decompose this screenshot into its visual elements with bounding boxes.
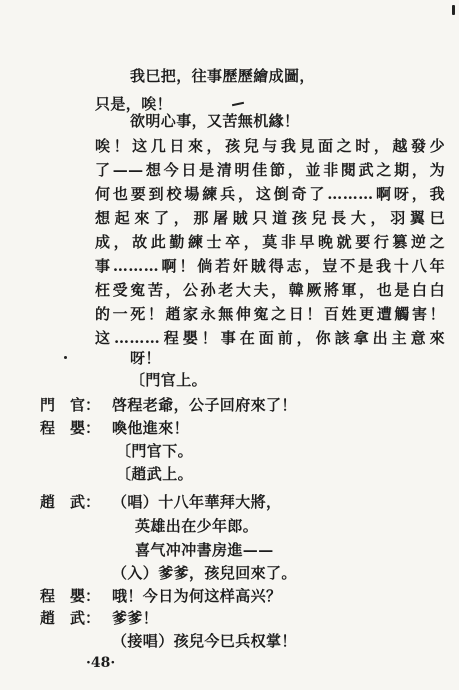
stage-direction-3: 〔趙武上。 (116, 465, 194, 483)
dialogue-men-guan: 啓程老爺，公子回府來了！ (112, 396, 297, 414)
stage-direction-1: 〔門官上。 (130, 371, 208, 389)
speaker-label-zhao-wu-2: 趙 武： (40, 609, 101, 627)
dialogue-cheng-ying: 喚他進來！ (112, 419, 190, 437)
speech-line-6: 事………啊！倘若奸賊得志，豈不是我十八年 (95, 257, 445, 275)
speaker-label-cheng-ying-2: 程 嬰： (40, 587, 101, 605)
song-line-1: （唱）十八年華拜大將， (112, 493, 282, 511)
speaker-label-men-guan: 門 官： (40, 396, 101, 414)
speech-line-1: 唉！这几日來，孩兒与我見面之时，越發少 (95, 137, 445, 155)
verse-line-3: 欲明心事，又苦無机緣！ (130, 112, 300, 130)
song-line-2: 英雄出在少年郎。 (135, 517, 259, 535)
speech-line-8: 的一死！趙家永無伸寃之日！百姓更遭觸害！ (95, 305, 445, 323)
dialogue-zhao-wu: 爹爹！ (112, 609, 159, 627)
ink-speck (64, 356, 67, 359)
verse-line-2: 只是，唉！ (95, 95, 173, 113)
verse-line-1: 我巳把，往事歷歷繪成圖， (130, 67, 315, 85)
stage-direction-2: 〔門官下。 (116, 442, 194, 460)
speaker-label-cheng-ying: 程 嬰： (40, 419, 101, 437)
speech-line-4: 想起來了，那屠賊只道孩兒長大，羽翼巳 (95, 209, 445, 227)
song-line-4: （入）爹爹，孩兒回來了。 (112, 564, 297, 582)
page-number: ·48· (86, 655, 116, 671)
speech-line-7: 枉受寃苦，公孙老大夫，韓厥將軍，也是白白 (95, 281, 445, 299)
dialogue-cheng-ying-2: 哦！今日为何这样高兴？ (112, 587, 282, 605)
speech-line-3: 何也要到校場練兵，这倒奇了………啊呀，我 (95, 185, 445, 203)
speech-line-5: 成，故此勤練士卒，莫非早晚就要行篡逆之 (95, 233, 445, 251)
ink-mark (232, 102, 244, 106)
speech-line-10: 呀！ (130, 349, 161, 367)
song-line-5: （接唱）孩兒今巳兵权掌！ (112, 632, 297, 650)
speaker-label-zhao-wu: 趙 武： (40, 493, 101, 511)
speech-line-9: 这………程嬰！事在面前，你該拿出主意來 (95, 329, 445, 347)
speech-line-2: 了——想今日是清明佳節，並非閱武之期，为 (95, 161, 445, 179)
song-line-3: 喜气冲冲書房進—— (135, 541, 274, 559)
page-edge-mark (452, 5, 455, 15)
